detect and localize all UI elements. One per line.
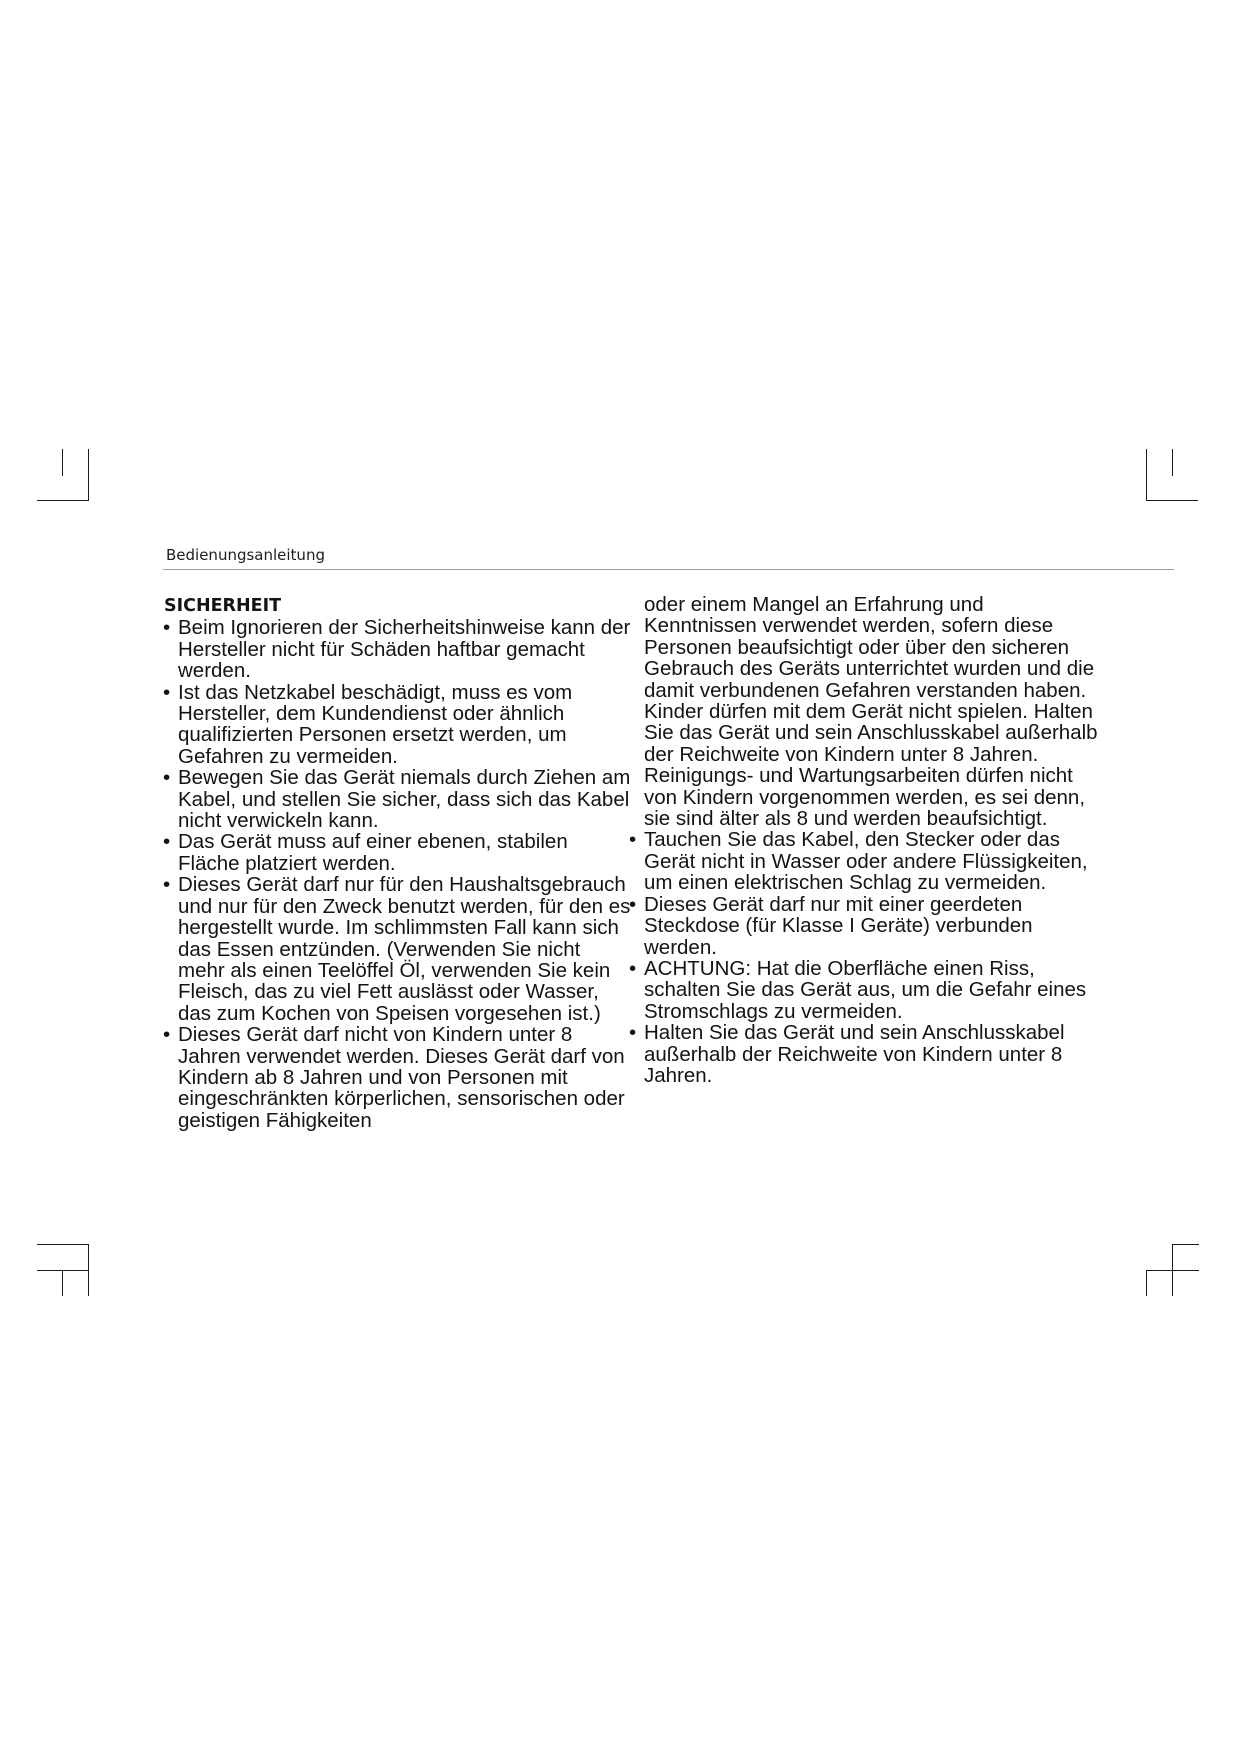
list-item: • Beim Ignorieren der Sicherheitshinweise kann der Hersteller nicht für Schäden haftbar gemacht werden. — [162, 617, 632, 681]
continued-paragraph: oder einem Mangel an Erfahrung und Kenntnissen verwendet werden, sofern diese Personen beaufsichtigt oder über den sicheren Gebrauch des Geräts unterrichtet wurden und die damit verbundenen Gefahren verstanden haben. Kinder dürfen mit dem Gerät nicht spielen. Halten Sie das Gerät und sein Anschlusskabel außerhalb der Reichweite von Kindern unter 8 Jahren. Reinigungs- und Wartungsarbeiten dürfen nicht von Kindern vorgenommen werden, es sei denn, sie sind älter als 8 und werden beaufsichtigt. — [644, 593, 1098, 831]
header-divider — [163, 569, 1174, 570]
list-item: • Bewegen Sie das Gerät niemals durch Ziehen am Kabel, und stellen Sie sicher, dass sich das Kabel nicht verwickeln kann. — [162, 767, 632, 831]
safety-list-right — [628, 829, 1098, 1086]
list-item: • Halten Sie das Gerät und sein Anschlusskabel außerhalb der Reichweite von Kindern unter 8 Jahren. — [628, 1022, 1098, 1086]
section-title: SICHERHEIT — [164, 596, 282, 616]
list-item: • ACHTUNG: Hat die Oberfläche einen Riss, schalten Sie das Gerät aus, um die Gefahr eines Stromschlags zu vermeiden. — [628, 958, 1098, 1022]
manual-header-label: Bedienungsanleitung — [166, 546, 325, 564]
list-item: • Dieses Gerät darf nicht von Kindern unter 8 Jahren verwendet werden. Dieses Gerät darf von Kindern ab 8 Jahren und von Personen mit eingeschränkten körperlichen, sensorischen oder geistigen Fähigkeiten — [162, 1024, 632, 1131]
right-text-column — [628, 594, 1098, 1086]
list-item: • Das Gerät muss auf einer ebenen, stabilen Fläche platziert werden. — [162, 831, 632, 874]
list-item: • Dieses Gerät darf nur mit einer geerdeten Steckdose (für Klasse I Geräte) verbunden werden. — [628, 894, 1098, 958]
list-item: • Ist das Netzkabel beschädigt, muss es vom Hersteller, dem Kundendienst oder ähnlich qualifizierten Personen ersetzt werden, um Gefahren zu vermeiden. — [162, 682, 632, 768]
left-text-column — [162, 595, 632, 1131]
list-item: • Tauchen Sie das Kabel, den Stecker oder das Gerät nicht in Wasser oder andere Flüssigkeiten, um einen elektrischen Schlag zu vermeiden. — [628, 829, 1098, 893]
list-item: • Dieses Gerät darf nur für den Haushaltsgebrauch und nur für den Zweck benutzt werden, für den es hergestellt wurde. Im schlimmsten Fall kann sich das Essen entzünden. (Verwenden Sie nicht mehr als einen Teelöffel Öl, verwenden Sie kein Fleisch, das zu viel Fett auslässt oder Wasser, das zum Kochen von Speisen vorgesehen ist.) — [162, 874, 632, 1024]
safety-list-left — [162, 617, 632, 1131]
